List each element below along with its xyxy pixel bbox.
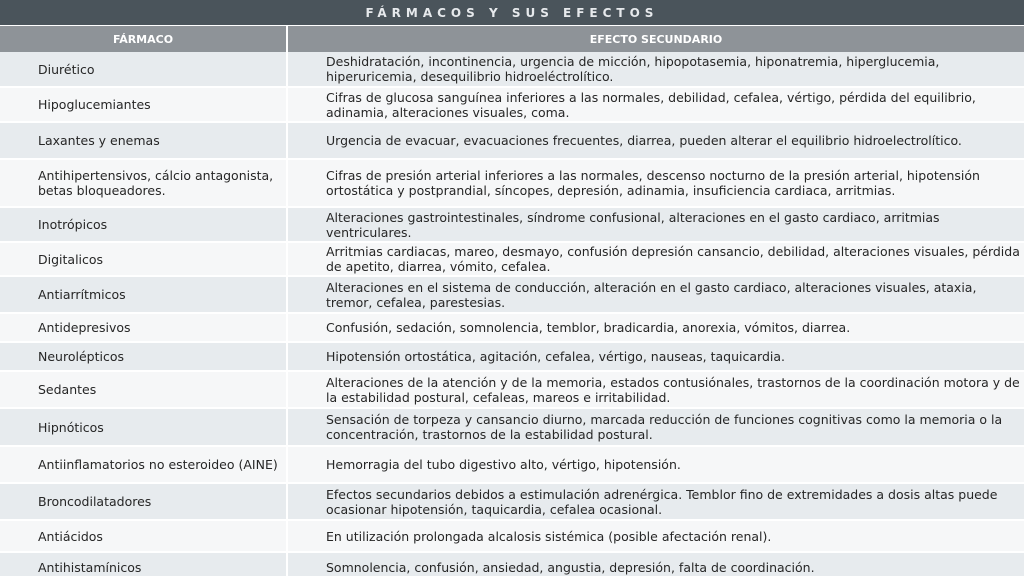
header-effect: EFECTO SECUNDARIO bbox=[589, 32, 723, 46]
title-bar bbox=[0, 0, 1024, 25]
side-effect bbox=[288, 314, 1024, 341]
table-row bbox=[0, 52, 1024, 88]
drug-name: Hipoglucemiantes bbox=[38, 97, 151, 112]
side-effect bbox=[288, 521, 1024, 551]
table-header bbox=[0, 26, 1024, 52]
drug-name: Antiinflamatorios no esteroideo (AINE) bbox=[38, 457, 278, 472]
table-row bbox=[0, 447, 1024, 484]
side-effect-text: Cifras de presión arterial inferiores a las normales, descenso nocturno de la presión arterial, hipotensión ortostática y postprandial, síncopes, depresión, adinamia, insuficiencia cardiaca, arritmias. bbox=[326, 168, 980, 198]
table-row bbox=[0, 208, 1024, 243]
drug-name: Diurético bbox=[38, 61, 95, 77]
side-effect bbox=[288, 208, 1024, 241]
side-effect bbox=[288, 553, 1024, 576]
drug-name: Broncodilatadores bbox=[38, 494, 152, 509]
side-effect-text: En utilización prolongada alcalosis sistémica (posible afectación renal). bbox=[326, 528, 772, 544]
side-effect bbox=[288, 277, 1024, 312]
drug-name: Sedantes bbox=[38, 382, 97, 397]
side-effect bbox=[288, 243, 1024, 275]
table-row bbox=[0, 409, 1024, 447]
side-effect-text: Alteraciones de la atención y de la memoria, estados contusiónales, trastornos de la coordinación motora y de la estabilidad postural, cefaleas, mareos e irritabilidad. bbox=[326, 374, 1020, 405]
header-drug: FÁRMACO bbox=[112, 32, 174, 46]
side-effect bbox=[288, 484, 1024, 519]
drug-name: Antihipertensivos, cálcio antagonista, betas bloqueadores. bbox=[38, 168, 274, 198]
side-effect-text: Hemorragia del tubo digestivo alto, vértigo, hipotensión. bbox=[326, 457, 681, 472]
drug-name: Hipnóticos bbox=[38, 419, 104, 435]
side-effect bbox=[288, 372, 1024, 407]
table-row bbox=[0, 160, 1024, 208]
drug-name: Laxantes y enemas bbox=[38, 133, 160, 148]
side-effect bbox=[288, 409, 1024, 445]
table-row bbox=[0, 243, 1024, 277]
drug-name: Inotrópicos bbox=[38, 217, 108, 232]
table-title: FÁRMACOS Y SUS EFECTOS bbox=[365, 5, 659, 20]
side-effect bbox=[288, 343, 1024, 370]
drug-name: Digitalicos bbox=[38, 251, 104, 267]
table-row bbox=[0, 123, 1024, 160]
side-effect-text: Efectos secundarios debidos a estimulación adrenérgica. Temblor fino de extremidades a dosis altas puede ocasionar hipotensión, taquicardia, cefalea ocasional. bbox=[326, 486, 998, 517]
side-effect-text: Deshidratación, incontinencia, urgencia de micción, hipopotasemia, hiponatremia, hiperglucemia, hiperuricemia, desequilibrio hidroeléctrolítico. bbox=[326, 54, 940, 84]
table-row bbox=[0, 343, 1024, 372]
side-effect-text: Urgencia de evacuar, evacuaciones frecuentes, diarrea, pueden alterar el equilibrio hidroelectrolítico. bbox=[326, 133, 962, 148]
side-effect bbox=[288, 88, 1024, 121]
side-effect-text: Sensación de torpeza y cansancio diurno, marcada reducción de funciones cognitivas como la memoria o la concentración, trastornos de la estabilidad postural. bbox=[326, 412, 1003, 442]
drug-name: Antihistamínicos bbox=[38, 559, 142, 575]
table-row bbox=[0, 553, 1024, 576]
table-row bbox=[0, 88, 1024, 123]
table-row bbox=[0, 277, 1024, 314]
table-row bbox=[0, 314, 1024, 343]
side-effect bbox=[288, 447, 1024, 482]
side-effect bbox=[288, 123, 1024, 158]
side-effect-text: Hipotensión ortostática, agitación, cefalea, vértigo, nauseas, taquicardia. bbox=[326, 349, 785, 364]
table-row bbox=[0, 484, 1024, 521]
drug-name: Neurolépticos bbox=[38, 349, 124, 364]
side-effect-text: Arritmias cardiacas, mareo, desmayo, confusión depresión cansancio, debilidad, alteraciones visuales, pérdida de apetito, diarrea, vómito, cefalea. bbox=[326, 244, 1020, 274]
drug-name: Antiarrítmicos bbox=[38, 287, 126, 302]
side-effect-text: Cifras de glucosa sanguínea inferiores a las normales, debilidad, cefalea, vértigo, pérdida del equilibrio, adinamia, alteraciones visuales, coma. bbox=[326, 89, 976, 120]
table-row bbox=[0, 372, 1024, 409]
drug-name: Antidepresivos bbox=[38, 320, 131, 335]
side-effect-text: Confusión, sedación, somnolencia, temblor, bradicardia, anorexia, vómitos, diarrea. bbox=[326, 320, 851, 335]
side-effect-text: Alteraciones gastrointestinales, síndrome confusional, alteraciones en el gasto cardiaco, arritmias ventriculares. bbox=[326, 209, 940, 240]
drug-name: Antiácidos bbox=[38, 528, 103, 544]
side-effect-text: Alteraciones en el sistema de conducción, alteración en el gasto cardiaco, alteraciones visuales, ataxia, tremor, cefalea, parestesias. bbox=[326, 279, 977, 310]
side-effect bbox=[288, 160, 1024, 206]
side-effect-text: Somnolencia, confusión, ansiedad, angustia, depresión, falta de coordinación. bbox=[326, 559, 815, 575]
side-effect bbox=[288, 52, 1024, 86]
table-row bbox=[0, 521, 1024, 553]
